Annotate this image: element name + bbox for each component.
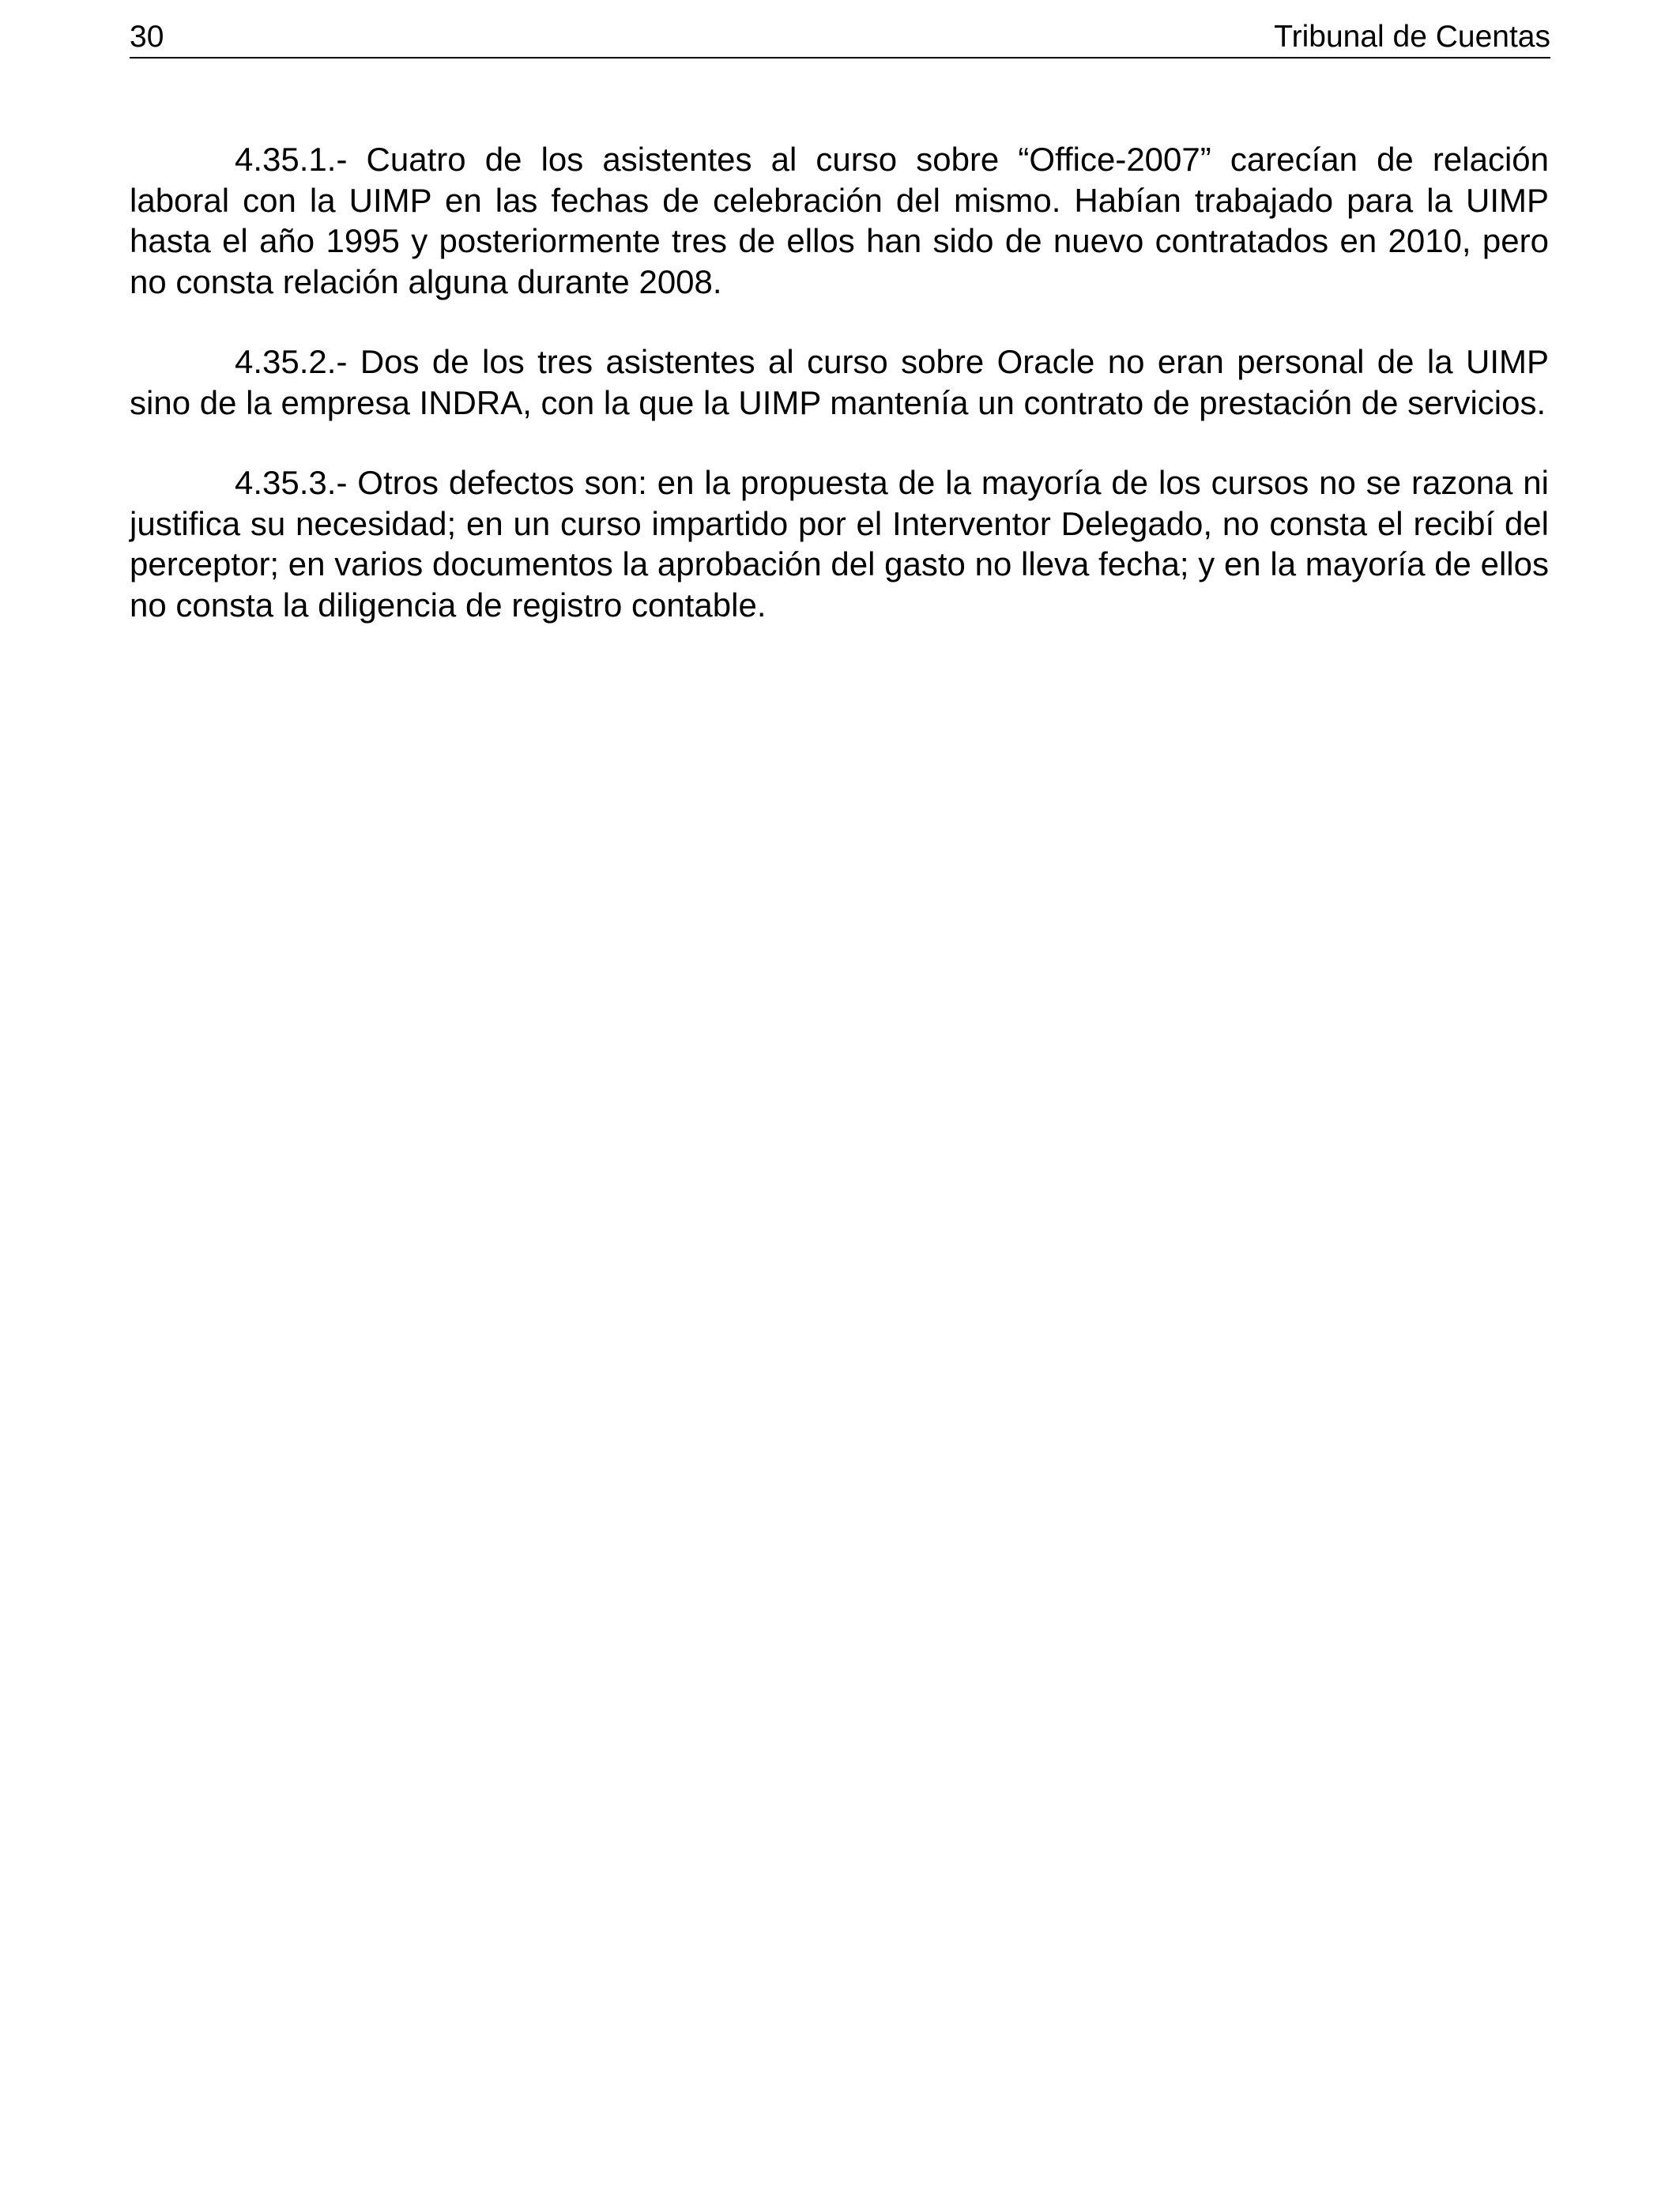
paragraph-4-35-2: 4.35.2.- Dos de los tres asistentes al curso sobre Oracle no eran personal de la UIMP sino de la empresa INDRA, con la que la UIMP mantenía un contrato de prestación de servicios. [130,343,1549,421]
running-title: Tribunal de Cuentas [1274,20,1550,54]
page-header [130,16,1550,58]
page-number: 30 [130,20,164,54]
body-text [130,139,1549,665]
paragraph-4-35-3: 4.35.3.- Otros defectos son: en la propuesta de la mayoría de los cursos no se razona ni justifica su necesidad; en un curso impartido por el Interventor Delegado, no consta el recibí del perceptor; en varios documentos la aprobación del gasto no lleva fecha; y en la mayoría de ellos no consta la diligencia de registro contable. [130,464,1549,624]
paragraph-4-35-1: 4.35.1.- Cuatro de los asistentes al curso sobre “Office-2007” carecían de relación laboral con la UIMP en las fechas de celebración del mismo. Habían trabajado para la UIMP hasta el año 1995 y posteriormente tres de ellos han sido de nuevo contratados en 2010, pero no consta relación alguna durante 2008. [130,141,1549,300]
